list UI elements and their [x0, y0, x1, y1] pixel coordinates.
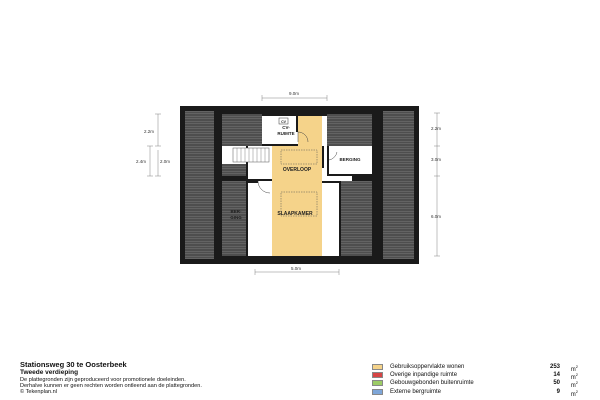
- dimension-left: [136, 114, 170, 176]
- wall-berging-left: [327, 146, 329, 176]
- legend-value: 14: [553, 372, 560, 379]
- copyright-line: © Tekenplan.nl: [20, 389, 57, 396]
- roof-panel-right-outer: [383, 111, 414, 259]
- disclaimer-line-2: Derhalve kunnen er geen rechten worden ontleend aan de plattegronden.: [20, 383, 202, 390]
- legend-swatch: [372, 389, 383, 395]
- roof-panel-right-top: [327, 114, 372, 146]
- dimension-top-label: 9.0m: [288, 91, 300, 96]
- wall-overloop-bottom: [248, 179, 272, 181]
- dimension-left-upper-label: 2.2m: [143, 129, 154, 134]
- room-label-overloop: OVERLOOP: [282, 167, 312, 173]
- legend-row: [372, 363, 580, 371]
- legend-value: 253: [549, 364, 560, 370]
- cv-boiler-tag: CV: [281, 120, 286, 124]
- wall-right-vertical: [339, 181, 341, 256]
- wall-slaapkamer-top-right: [322, 181, 341, 183]
- footer: [20, 361, 580, 397]
- dimension-right: [431, 113, 441, 256]
- wall-slaapkamer-top-left: [248, 181, 258, 183]
- wall-overloop-right: [322, 146, 324, 168]
- legend-swatch: [372, 364, 383, 370]
- roof-panel-left-top: [222, 114, 262, 146]
- living-area-overloop: [272, 146, 322, 181]
- legend-unit: $m^2$: [570, 364, 578, 373]
- wall-top-divider: [262, 112, 327, 116]
- legend-label: Gebouwgebonden buitenruimte: [390, 380, 474, 387]
- legend-label: Overige inpandige ruimte: [390, 372, 458, 379]
- room-label-bergruimte-2: GING: [230, 215, 242, 220]
- legend-unit: $m^2$: [570, 388, 578, 398]
- legend-unit: $m^2$: [570, 380, 578, 390]
- dimension-right-bottom-label: 6.0m: [431, 214, 442, 219]
- room-label-cv-ruimte-1: CV-: [282, 125, 290, 130]
- dimension-left-lower2-label: 2.0m: [160, 159, 171, 164]
- wall-berging-bottom: [327, 174, 372, 176]
- dimension-top: [262, 91, 327, 101]
- wall-cv-left: [296, 116, 298, 132]
- room-label-cv-ruimte-2: RUIMTE: [277, 131, 295, 136]
- roof-panel-left-outer: [185, 111, 214, 259]
- room-label-slaapkamer: SLAAPKAMER: [277, 211, 313, 217]
- disclaimer-line-1: De plattegronden zijn geproduceerd voor promotionele doeleinden.: [20, 377, 186, 383]
- legend-swatch: [372, 372, 383, 378]
- property-info: [20, 361, 350, 396]
- legend-value: 50: [553, 380, 560, 387]
- room-label-berging: BERGING: [339, 157, 361, 162]
- legend-label: Gebruiksoppervlakte wonen: [390, 364, 465, 370]
- floor-subtitle: Tweede verdieping: [20, 369, 79, 376]
- dimension-bottom: [255, 266, 339, 275]
- legend-row: [372, 379, 580, 390]
- staircase: [233, 148, 269, 162]
- legend-value: 9: [556, 388, 560, 395]
- wall-cv-bottom: [262, 144, 298, 146]
- legend-swatch: [372, 380, 383, 386]
- roof-panel-left-mid: [222, 164, 248, 176]
- dimension-left-lower-label: 2.4m: [135, 159, 146, 164]
- legend-row: [372, 371, 580, 382]
- wall-left-vertical: [246, 146, 248, 256]
- living-area-cv-corridor: [298, 116, 322, 146]
- legend-label: Externe bergruimte: [390, 388, 442, 395]
- roof-panel-right-bottom: [341, 181, 372, 256]
- legend-unit: $m^2$: [570, 372, 578, 382]
- property-title: Stationsweg 30 te Oosterbeek: [20, 360, 127, 369]
- dimension-right-top-label: 2.2m: [431, 126, 442, 131]
- dimension-right-middle-label: 3.0m: [431, 157, 442, 162]
- room-label-bergruimte-1: BER-: [230, 209, 242, 214]
- legend-row: [372, 388, 580, 396]
- area-legend: [372, 363, 580, 396]
- dimension-bottom-label: 5.0m: [290, 266, 302, 271]
